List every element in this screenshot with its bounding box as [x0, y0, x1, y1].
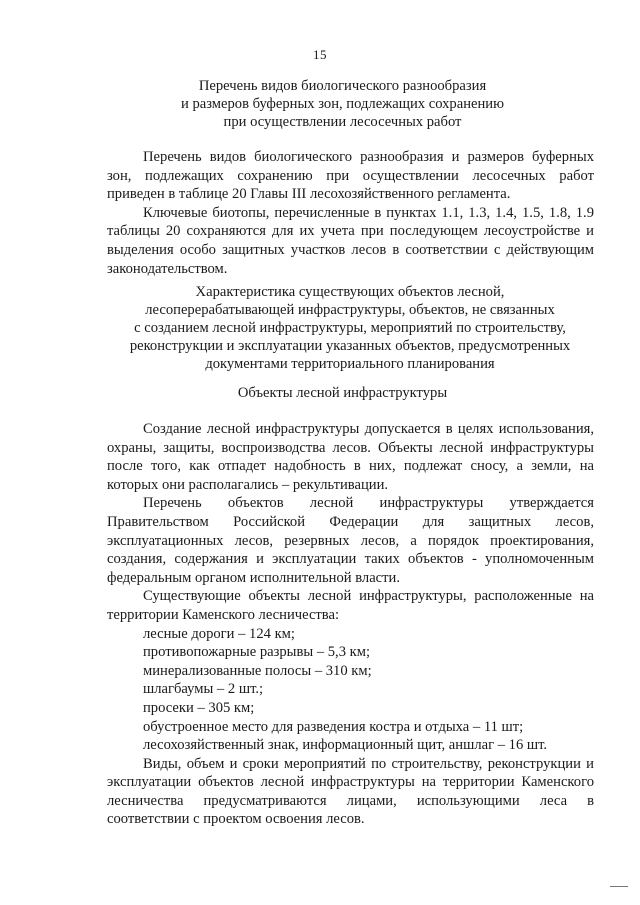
- list-item: минерализованные полосы – 310 км;: [143, 662, 372, 679]
- paragraph: Перечень объектов лесной инфраструктуры утверждается Правительством Российской Федерации для защитных лесов, эксплуатационных лесов, резервных лесов, а порядок проектирования, создания, содержания и эксплуатации таких объектов - уполномоченным федеральным органом исполнительной власти.: [107, 495, 594, 586]
- paragraph: Существующие объекты лесной инфраструктуры, расположенные на территории Каменского лесничества:: [107, 588, 594, 623]
- heading-line: Характеристика существующих объектов лесной,: [195, 284, 505, 300]
- infrastructure-list: [107, 625, 594, 755]
- paragraph: Создание лесной инфраструктуры допускается в целях использования, охраны, защиты, воспроизводства лесов. Объекты лесной инфраструктуры после того, как отпадет надобность в них, подлежат сносу, а земли, на которых они располагались – рекультивации.: [107, 421, 594, 493]
- infrastructure-text: [107, 420, 594, 829]
- page-number: 15: [313, 47, 327, 62]
- heading-line: с созданием лесной инфраструктуры, мероприятий по строительству,: [134, 320, 566, 336]
- heading-line: документами территориального планирования: [205, 356, 495, 372]
- biodiversity-text: [107, 148, 594, 278]
- subheading-forest-infrastructure: Объекты лесной инфраструктуры: [237, 385, 448, 401]
- heading-line: и размеров буферных зон, подлежащих сохранению: [180, 96, 505, 112]
- section-heading-biodiversity: [100, 77, 585, 131]
- list-item: лесные дороги – 124 км;: [143, 625, 295, 642]
- heading-line: реконструкции и эксплуатации указанных объектов, предусмотренных: [129, 338, 571, 354]
- list-item: шлагбаумы – 2 шт.;: [143, 681, 264, 698]
- list-item: просеки – 305 км;: [143, 699, 255, 716]
- paragraph: Перечень видов биологического разнообразия и размеров буферных зон, подлежащих сохранению при осуществлении лесосечных работ приведен в таблице 20 Главы III лесохозяйственного регламента.: [107, 149, 594, 203]
- margin-mark: [610, 886, 628, 887]
- heading-line: лесоперерабатывающей инфраструктуры, объектов, не связанных: [145, 302, 555, 318]
- heading-line: при осуществлении лесосечных работ: [223, 114, 462, 130]
- paragraph: Виды, объем и сроки мероприятий по строительству, реконструкции и эксплуатации объектов лесной инфраструктуры на территории Каменского лесничества предусматриваются лицами, использующими леса в соответствии с проектом освоения лесов.: [107, 755, 594, 828]
- list-item: обустроенное место для разведения костра и отдыха – 11 шт;: [143, 718, 524, 735]
- heading-line: Перечень видов биологического разнообразия: [198, 78, 487, 94]
- paragraph: Ключевые биотопы, перечисленные в пунктах 1.1, 1.3, 1.4, 1.5, 1.8, 1.9 таблицы 20 сохраняются для их учета при последующем лесоустройстве и выделения особо защитных участков лесов в соответствии с действующим законодательством.: [107, 204, 594, 277]
- section-heading-infrastructure: [100, 283, 600, 373]
- list-item: противопожарные разрывы – 5,3 км;: [143, 644, 371, 661]
- list-item: лесохозяйственный знак, информационный щит, аншлаг – 16 шт.: [143, 737, 548, 754]
